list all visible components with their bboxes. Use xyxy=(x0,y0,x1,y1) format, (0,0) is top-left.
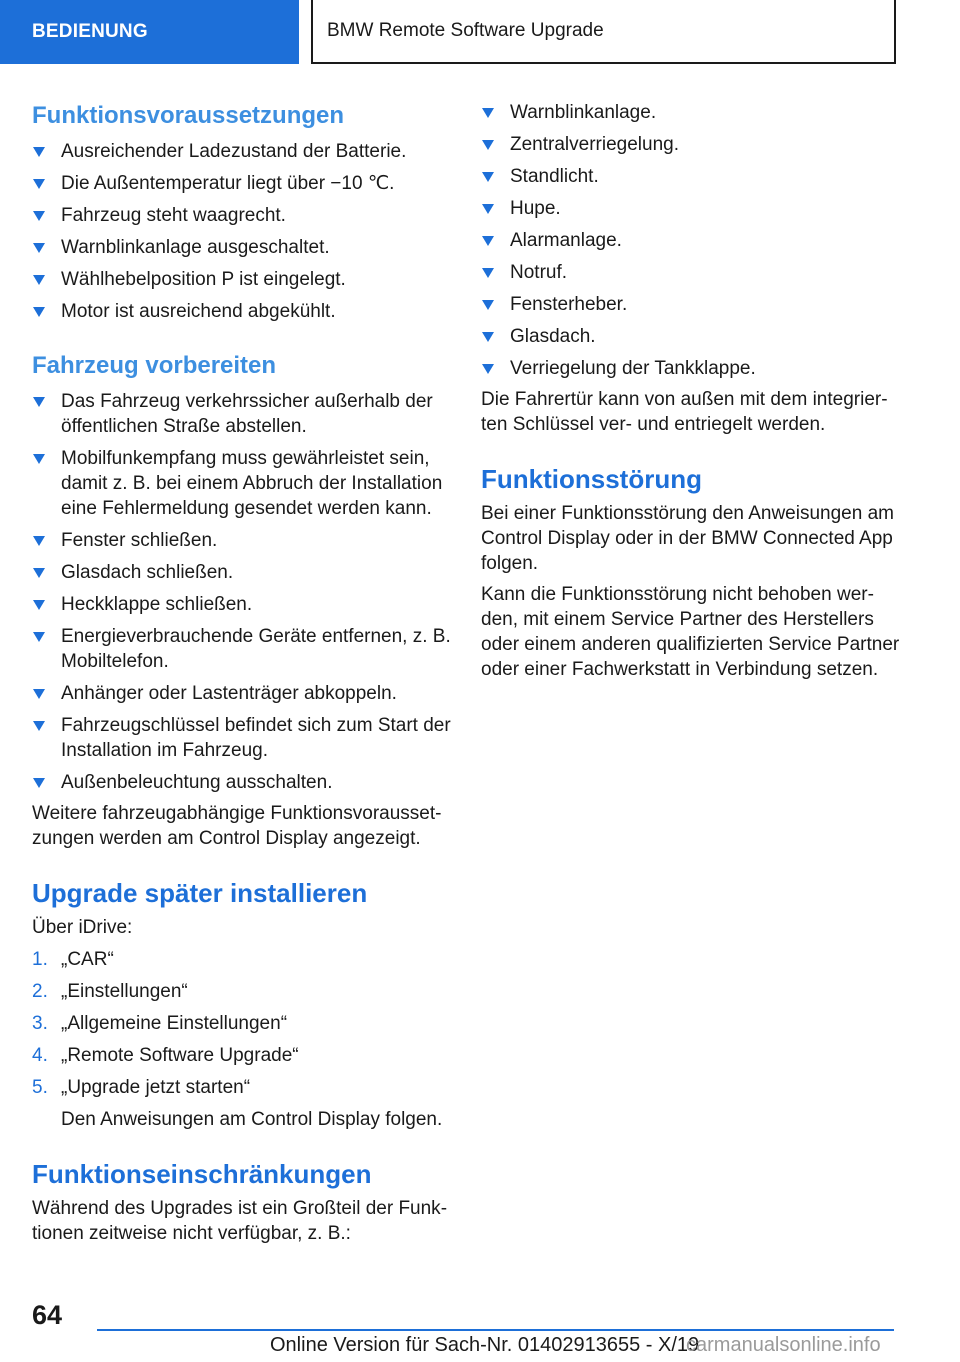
step-item: 4. „Remote Software Upgrade“ xyxy=(32,1045,299,1066)
list-item: Alarmanlage. xyxy=(481,228,901,253)
step-number: 3. xyxy=(32,1013,48,1034)
triangle-bullet-icon xyxy=(33,243,45,253)
page-number: 64 xyxy=(32,1300,63,1330)
list-item: Standlicht. xyxy=(481,164,901,189)
triangle-bullet-icon xyxy=(33,397,45,407)
triangle-bullet-icon xyxy=(482,268,494,278)
step-sub-text: Den Anweisungen am Control Display folgen. xyxy=(61,1109,443,1130)
triangle-bullet-icon xyxy=(33,211,45,221)
triangle-bullet-icon xyxy=(33,454,45,464)
idrive-intro: Über iDrive: xyxy=(32,917,133,938)
triangle-bullet-icon xyxy=(482,332,494,342)
list-item: Fensterheber. xyxy=(481,292,901,317)
prepare-note: Weitere fahrzeugabhängige Funktionsvoraussetzungen werden am Control Display angezeigt. xyxy=(32,803,442,849)
triangle-bullet-icon xyxy=(482,140,494,150)
list-item: Glasdach schließen. xyxy=(32,560,452,585)
triangle-bullet-icon xyxy=(33,147,45,157)
heading-prepare-vehicle: Fahrzeug vorbereiten xyxy=(32,352,277,379)
heading-malfunction: Funktionsstörung xyxy=(481,464,702,494)
triangle-bullet-icon xyxy=(482,300,494,310)
malfunction-text-2: Kann die Funktionsstörung nicht behoben werden, mit einem Service Partner des Herstellers oder einem anderen qualifizierten Service Partner oder einer Fachwerkstatt in Verbindung setzen. xyxy=(481,584,900,680)
list-item: Verriegelung der Tankklappe. xyxy=(481,356,901,381)
right-column xyxy=(481,100,901,682)
page-header xyxy=(0,0,960,66)
triangle-bullet-icon xyxy=(33,778,45,788)
unavailable-functions-list xyxy=(481,100,901,381)
list-item: Wählhebelposition P ist eingelegt. xyxy=(32,267,452,292)
heading-limitations: Funktionseinschränkungen xyxy=(32,1159,372,1189)
driver-door-note: Die Fahrertür kann von außen mit dem integrierten Schlüssel ver- und entriegelt werden. xyxy=(481,389,888,435)
list-item: Glasdach. xyxy=(481,324,901,349)
list-item: Das Fahrzeug verkehrssicher außerhalb der öffentlichen Straße abstellen. xyxy=(32,389,452,439)
triangle-bullet-icon xyxy=(482,172,494,182)
step-item: 1. „CAR“ xyxy=(32,949,114,970)
step-item: 3. „Allgemeine Einstellungen“ xyxy=(32,1013,288,1034)
list-item: Heckklappe schließen. xyxy=(32,592,452,617)
triangle-bullet-icon xyxy=(33,721,45,731)
triangle-bullet-icon xyxy=(482,108,494,118)
list-item: Fahrzeugschlüssel befindet sich zum Start der Installation im Fahrzeug. xyxy=(32,713,452,763)
heading-install-later: Upgrade später installieren xyxy=(32,878,368,908)
list-item: Fahrzeug steht waagrecht. xyxy=(32,203,452,228)
triangle-bullet-icon xyxy=(33,307,45,317)
step-number: 5. xyxy=(32,1077,48,1098)
online-version-text: Online Version für Sach-Nr. 01402913655 - X/19 xyxy=(270,1334,700,1356)
limitations-text: Während des Upgrades ist ein Großteil der Funktionen zeitweise nicht verfügbar, z. B.: xyxy=(32,1198,448,1244)
list-item: Warnblinkanlage ausgeschaltet. xyxy=(32,235,452,260)
list-item: Notruf. xyxy=(481,260,901,285)
step-number: 1. xyxy=(32,949,48,970)
steps-list xyxy=(32,947,452,1132)
list-item: Anhänger oder Lastenträger abkoppeln. xyxy=(32,681,452,706)
chapter-title: BMW Remote Software Upgrade xyxy=(311,0,896,64)
triangle-bullet-icon xyxy=(33,536,45,546)
step-item: 2. „Einstellungen“ xyxy=(32,981,188,1002)
triangle-bullet-icon xyxy=(482,236,494,246)
step-number: 2. xyxy=(32,981,48,1002)
heading-requirements: Funktionsvoraussetzungen xyxy=(32,102,345,129)
list-item: Ausreichender Ladezustand der Batterie. xyxy=(32,139,452,164)
list-item: Motor ist ausreichend abgekühlt. xyxy=(32,299,452,324)
triangle-bullet-icon xyxy=(482,364,494,374)
step-item: 5. „Upgrade jetzt starten“ Den Anweisungen am Control Display folgen. xyxy=(32,1075,452,1132)
list-item: Die Außentemperatur liegt über −10 ℃. xyxy=(32,171,452,196)
triangle-bullet-icon xyxy=(482,204,494,214)
prepare-list xyxy=(32,389,452,795)
malfunction-text-1: Bei einer Funktionsstörung den Anweisungen am Control Display oder in der BMW Connected App folgen. xyxy=(481,503,894,574)
watermark: carmanualsonline.info xyxy=(686,1334,881,1356)
triangle-bullet-icon xyxy=(33,632,45,642)
list-item: Zentralverriegelung. xyxy=(481,132,901,157)
requirements-list xyxy=(32,139,452,324)
triangle-bullet-icon xyxy=(33,689,45,699)
triangle-bullet-icon xyxy=(33,179,45,189)
list-item: Fenster schließen. xyxy=(32,528,452,553)
triangle-bullet-icon xyxy=(33,275,45,285)
section-tab: BEDIENUNG xyxy=(0,0,299,64)
left-column xyxy=(32,100,452,1246)
list-item: Warnblinkanlage. xyxy=(481,100,901,125)
list-item: Mobilfunkempfang muss gewährleistet sein, damit z. B. bei einem Abbruch der Installation eine Fehlermeldung gesendet werden kann. xyxy=(32,446,452,521)
triangle-bullet-icon xyxy=(33,568,45,578)
list-item: Energieverbrauchende Geräte entfernen, z. B. Mobiltelefon. xyxy=(32,624,452,674)
step-number: 4. xyxy=(32,1045,48,1066)
list-item: Hupe. xyxy=(481,196,901,221)
list-item: Außenbeleuchtung ausschalten. xyxy=(32,770,452,795)
triangle-bullet-icon xyxy=(33,600,45,610)
